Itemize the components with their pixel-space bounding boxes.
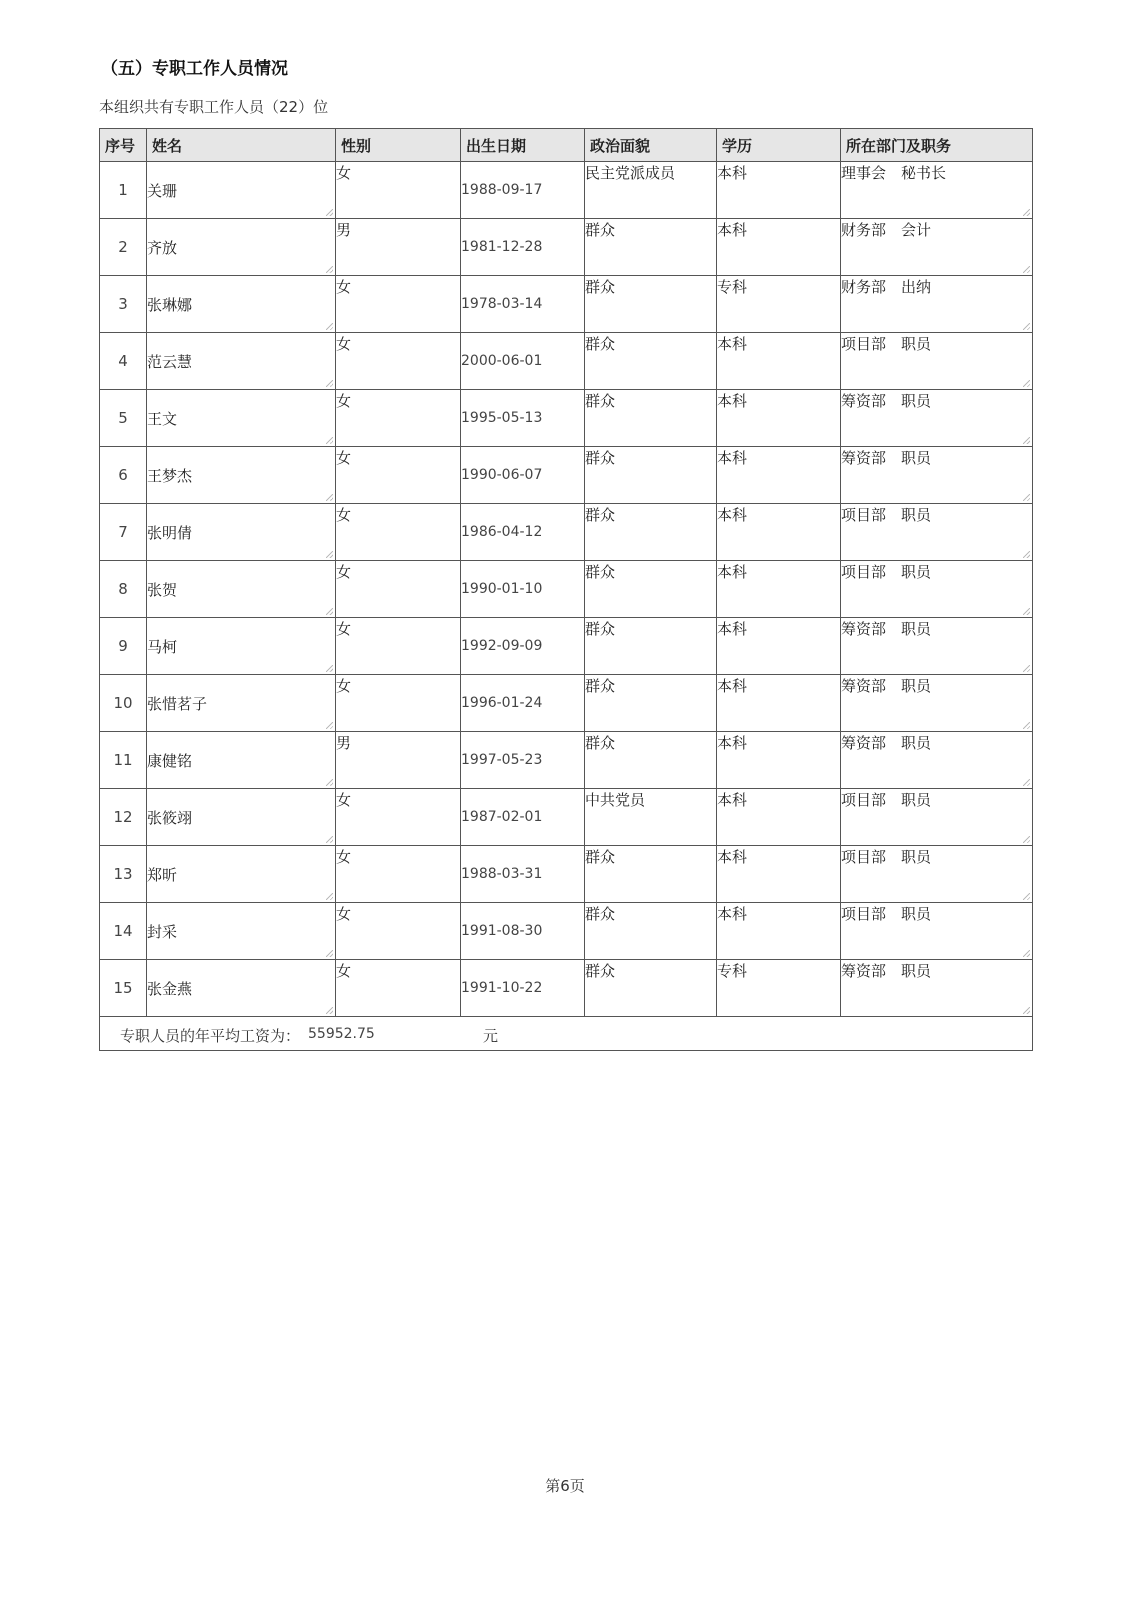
department-position-field[interactable] xyxy=(841,960,1033,1017)
table-row xyxy=(100,390,1033,447)
education-field xyxy=(717,789,841,846)
birth-date-field-text: 1991-10-22 xyxy=(461,980,543,996)
table-row xyxy=(100,276,1033,333)
staff-name-field[interactable] xyxy=(147,903,336,960)
row-number xyxy=(100,504,147,561)
political-status-field xyxy=(585,789,717,846)
department-position-field[interactable] xyxy=(841,903,1033,960)
resize-grip-icon[interactable] xyxy=(326,608,333,615)
row-number-text: 8 xyxy=(118,580,128,598)
education-field xyxy=(717,276,841,333)
staff-name-field[interactable] xyxy=(147,846,336,903)
department-position-field-text: 筹资部 职员 xyxy=(841,392,932,410)
education-field-text: 本科 xyxy=(717,164,748,182)
education-field-text: 本科 xyxy=(717,335,748,353)
resize-grip-icon[interactable] xyxy=(326,380,333,387)
gender-field xyxy=(336,276,461,333)
staff-name-field-text: 张筱翊 xyxy=(147,808,193,827)
department-position-field[interactable] xyxy=(841,789,1033,846)
gender-field xyxy=(336,846,461,903)
staff-name-field[interactable] xyxy=(147,333,336,390)
political-status-field-text: 群众 xyxy=(585,734,616,752)
staff-name-field-text: 郑昕 xyxy=(147,865,178,884)
birth-date-field xyxy=(461,447,585,504)
wage-row xyxy=(100,1017,1033,1051)
political-status-field xyxy=(585,219,717,276)
education-field-text: 本科 xyxy=(717,620,748,638)
political-status-field-text: 群众 xyxy=(585,221,616,239)
political-status-field-text: 群众 xyxy=(585,848,616,866)
department-position-field[interactable] xyxy=(841,561,1033,618)
education-field-text: 本科 xyxy=(717,221,748,239)
staff-table xyxy=(99,128,1033,1051)
gender-field xyxy=(336,447,461,504)
birth-date-field-text: 1995-05-13 xyxy=(461,410,543,426)
education-field-text: 本科 xyxy=(717,506,748,524)
political-status-field xyxy=(585,675,717,732)
education-field-text: 本科 xyxy=(717,791,748,809)
political-status-field-text: 群众 xyxy=(585,506,616,524)
resize-grip-icon[interactable] xyxy=(1023,665,1030,672)
department-position-field-text: 筹资部 职员 xyxy=(841,734,932,752)
department-position-field-text: 筹资部 职员 xyxy=(841,677,932,695)
resize-grip-icon[interactable] xyxy=(1023,380,1030,387)
department-position-field[interactable] xyxy=(841,447,1033,504)
department-position-field[interactable] xyxy=(841,618,1033,675)
resize-grip-icon[interactable] xyxy=(326,779,333,786)
gender-field xyxy=(336,675,461,732)
average-wage-value: 55952.75 xyxy=(308,1026,375,1042)
birth-date-field-text: 1988-09-17 xyxy=(461,182,543,198)
staff-name-field[interactable] xyxy=(147,675,336,732)
birth-date-field-text: 1978-03-14 xyxy=(461,296,543,312)
department-position-field[interactable] xyxy=(841,504,1033,561)
birth-date-field xyxy=(461,618,585,675)
education-field xyxy=(717,846,841,903)
education-field xyxy=(717,504,841,561)
birth-date-field xyxy=(461,162,585,219)
row-number-text: 14 xyxy=(113,922,133,940)
gender-field-text: 女 xyxy=(336,563,352,581)
gender-field xyxy=(336,333,461,390)
birth-date-field-text: 1990-06-07 xyxy=(461,467,543,483)
birth-date-field xyxy=(461,675,585,732)
political-status-field-text: 民主党派成员 xyxy=(585,164,676,182)
row-number xyxy=(100,447,147,504)
resize-grip-icon[interactable] xyxy=(1023,551,1030,558)
staff-name-field-text: 张明倩 xyxy=(147,523,193,542)
staff-name-field-text: 张贺 xyxy=(147,580,178,599)
education-field xyxy=(717,561,841,618)
department-position-field-text: 项目部 职员 xyxy=(841,335,932,353)
resize-grip-icon[interactable] xyxy=(1023,209,1030,216)
department-position-field-text: 筹资部 职员 xyxy=(841,962,932,980)
education-field-text: 本科 xyxy=(717,848,748,866)
political-status-field xyxy=(585,846,717,903)
row-number-text: 7 xyxy=(118,523,128,541)
table-row xyxy=(100,903,1033,960)
gender-field xyxy=(336,903,461,960)
gender-field xyxy=(336,162,461,219)
table-row xyxy=(100,732,1033,789)
gender-field xyxy=(336,504,461,561)
average-wage-label: 专职人员的年平均工资为： xyxy=(120,1027,301,1045)
political-status-field xyxy=(585,903,717,960)
political-status-field-text: 群众 xyxy=(585,392,616,410)
gender-field-text: 女 xyxy=(336,905,352,923)
education-field xyxy=(717,903,841,960)
education-field xyxy=(717,447,841,504)
staff-name-field[interactable] xyxy=(147,504,336,561)
gender-field-text: 女 xyxy=(336,506,352,524)
birth-date-field xyxy=(461,903,585,960)
row-number-text: 6 xyxy=(118,466,128,484)
department-position-field-text: 理事会 秘书长 xyxy=(841,164,947,182)
department-position-field[interactable] xyxy=(841,675,1033,732)
resize-grip-icon[interactable] xyxy=(326,323,333,330)
gender-field xyxy=(336,561,461,618)
resize-grip-icon[interactable] xyxy=(326,1007,333,1014)
department-position-field[interactable] xyxy=(841,846,1033,903)
political-status-field-text: 群众 xyxy=(585,563,616,581)
table-row xyxy=(100,504,1033,561)
staff-name-field-text: 康健铭 xyxy=(147,751,193,770)
education-field-text: 专科 xyxy=(717,962,748,980)
row-number-text: 1 xyxy=(118,181,128,199)
row-number-text: 5 xyxy=(118,409,128,427)
row-number-text: 15 xyxy=(113,979,133,997)
row-number-text: 2 xyxy=(118,238,128,256)
section-title: （五）专职工作人员情况 xyxy=(101,59,288,79)
average-wage-unit: 元 xyxy=(483,1027,499,1045)
education-field xyxy=(717,390,841,447)
birth-date-field xyxy=(461,789,585,846)
header-department-position: 所在部门及职务 xyxy=(841,129,1033,162)
birth-date-field-text: 1997-05-23 xyxy=(461,752,543,768)
resize-grip-icon[interactable] xyxy=(326,722,333,729)
row-number xyxy=(100,618,147,675)
staff-name-field-text: 张惜茗子 xyxy=(147,694,208,713)
education-field xyxy=(717,618,841,675)
gender-field xyxy=(336,960,461,1017)
table-row xyxy=(100,675,1033,732)
education-field-text: 本科 xyxy=(717,677,748,695)
resize-grip-icon[interactable] xyxy=(326,266,333,273)
row-number xyxy=(100,960,147,1017)
row-number xyxy=(100,333,147,390)
political-status-field xyxy=(585,732,717,789)
table-row xyxy=(100,162,1033,219)
education-field-text: 本科 xyxy=(717,905,748,923)
political-status-field xyxy=(585,390,717,447)
table-row xyxy=(100,960,1033,1017)
staff-name-field[interactable] xyxy=(147,447,336,504)
resize-grip-icon[interactable] xyxy=(326,893,333,900)
political-status-field xyxy=(585,333,717,390)
birth-date-field-text: 1981-12-28 xyxy=(461,239,543,255)
gender-field-text: 女 xyxy=(336,677,352,695)
education-field xyxy=(717,162,841,219)
political-status-field-text: 群众 xyxy=(585,962,616,980)
department-position-field[interactable] xyxy=(841,276,1033,333)
education-field-text: 本科 xyxy=(717,734,748,752)
row-number-text: 12 xyxy=(113,808,133,826)
staff-name-field-text: 关珊 xyxy=(147,181,178,200)
education-field-text: 本科 xyxy=(717,563,748,581)
gender-field xyxy=(336,219,461,276)
resize-grip-icon[interactable] xyxy=(326,209,333,216)
table-row xyxy=(100,333,1033,390)
birth-date-field-text: 1991-08-30 xyxy=(461,923,543,939)
department-position-field-text: 项目部 职员 xyxy=(841,506,932,524)
resize-grip-icon[interactable] xyxy=(1023,893,1030,900)
resize-grip-icon[interactable] xyxy=(326,494,333,501)
header-no: 序号 xyxy=(100,129,147,162)
political-status-field-text: 群众 xyxy=(585,278,616,296)
birth-date-field-text: 1988-03-31 xyxy=(461,866,543,882)
resize-grip-icon[interactable] xyxy=(326,950,333,957)
gender-field xyxy=(336,789,461,846)
row-number-text: 4 xyxy=(118,352,128,370)
department-position-field[interactable] xyxy=(841,162,1033,219)
department-position-field-text: 项目部 职员 xyxy=(841,791,932,809)
birth-date-field-text: 1996-01-24 xyxy=(461,695,543,711)
gender-field-text: 男 xyxy=(336,734,352,752)
birth-date-field-text: 1992-09-09 xyxy=(461,638,543,654)
staff-name-field-text: 马柯 xyxy=(147,637,178,656)
row-number-text: 3 xyxy=(118,295,128,313)
staff-name-field[interactable] xyxy=(147,789,336,846)
page-number: 第6页 xyxy=(545,1477,585,1495)
education-field-text: 专科 xyxy=(717,278,748,296)
table-row xyxy=(100,561,1033,618)
row-number xyxy=(100,276,147,333)
staff-name-field[interactable] xyxy=(147,390,336,447)
resize-grip-icon[interactable] xyxy=(1023,722,1030,729)
table-row xyxy=(100,846,1033,903)
resize-grip-icon[interactable] xyxy=(326,551,333,558)
political-status-field xyxy=(585,561,717,618)
department-position-field-text: 项目部 职员 xyxy=(841,563,932,581)
table-row xyxy=(100,447,1033,504)
header-education: 学历 xyxy=(717,129,841,162)
birth-date-field xyxy=(461,390,585,447)
political-status-field-text: 群众 xyxy=(585,335,616,353)
birth-date-field xyxy=(461,960,585,1017)
row-number xyxy=(100,732,147,789)
department-position-field-text: 财务部 出纳 xyxy=(841,278,932,296)
staff-name-field-text: 范云慧 xyxy=(147,352,193,371)
header-gender: 性别 xyxy=(336,129,461,162)
resize-grip-icon[interactable] xyxy=(326,665,333,672)
resize-grip-icon[interactable] xyxy=(1023,266,1030,273)
gender-field-text: 女 xyxy=(336,335,352,353)
header-political-status: 政治面貌 xyxy=(585,129,717,162)
row-number xyxy=(100,390,147,447)
birth-date-field xyxy=(461,276,585,333)
table-header-row xyxy=(100,129,1033,162)
table-row xyxy=(100,789,1033,846)
resize-grip-icon[interactable] xyxy=(1023,494,1030,501)
row-number xyxy=(100,846,147,903)
staff-name-field[interactable] xyxy=(147,561,336,618)
political-status-field-text: 中共党员 xyxy=(585,791,646,809)
resize-grip-icon[interactable] xyxy=(1023,779,1030,786)
birth-date-field xyxy=(461,504,585,561)
political-status-field xyxy=(585,447,717,504)
resize-grip-icon[interactable] xyxy=(1023,608,1030,615)
birth-date-field xyxy=(461,219,585,276)
department-position-field-text: 筹资部 职员 xyxy=(841,620,932,638)
gender-field xyxy=(336,618,461,675)
education-field-text: 本科 xyxy=(717,449,748,467)
header-name: 姓名 xyxy=(147,129,336,162)
political-status-field xyxy=(585,162,717,219)
row-number-text: 9 xyxy=(118,637,128,655)
political-status-field-text: 群众 xyxy=(585,677,616,695)
staff-name-field-text: 齐放 xyxy=(147,238,178,257)
staff-name-field-text: 张琳娜 xyxy=(147,295,193,314)
row-number-text: 13 xyxy=(113,865,133,883)
gender-field-text: 女 xyxy=(336,449,352,467)
table-row xyxy=(100,618,1033,675)
resize-grip-icon[interactable] xyxy=(1023,323,1030,330)
political-status-field xyxy=(585,960,717,1017)
row-number xyxy=(100,903,147,960)
political-status-field-text: 群众 xyxy=(585,449,616,467)
header-birth-date: 出生日期 xyxy=(461,129,585,162)
department-position-field[interactable] xyxy=(841,390,1033,447)
department-position-field-text: 项目部 职员 xyxy=(841,848,932,866)
table-row xyxy=(100,219,1033,276)
gender-field-text: 女 xyxy=(336,620,352,638)
gender-field-text: 女 xyxy=(336,278,352,296)
department-position-field-text: 项目部 职员 xyxy=(841,905,932,923)
wage-cell xyxy=(100,1017,1033,1051)
row-number xyxy=(100,219,147,276)
education-field xyxy=(717,219,841,276)
political-status-field-text: 群众 xyxy=(585,905,616,923)
staff-name-field-text: 封采 xyxy=(147,922,178,941)
birth-date-field xyxy=(461,561,585,618)
birth-date-field-text: 1986-04-12 xyxy=(461,524,543,540)
birth-date-field-text: 1987-02-01 xyxy=(461,809,543,825)
education-field xyxy=(717,675,841,732)
gender-field-text: 女 xyxy=(336,164,352,182)
staff-name-field[interactable] xyxy=(147,618,336,675)
resize-grip-icon[interactable] xyxy=(326,437,333,444)
political-status-field-text: 群众 xyxy=(585,620,616,638)
gender-field xyxy=(336,732,461,789)
staff-name-field[interactable] xyxy=(147,219,336,276)
gender-field-text: 女 xyxy=(336,392,352,410)
staff-name-field[interactable] xyxy=(147,162,336,219)
resize-grip-icon[interactable] xyxy=(1023,1007,1030,1014)
row-number xyxy=(100,789,147,846)
gender-field-text: 男 xyxy=(336,221,352,239)
birth-date-field xyxy=(461,333,585,390)
gender-field xyxy=(336,390,461,447)
staff-count-summary: 本组织共有专职工作人员（22）位 xyxy=(99,98,329,116)
staff-name-field-text: 张金燕 xyxy=(147,979,193,998)
staff-name-field[interactable] xyxy=(147,732,336,789)
department-position-field[interactable] xyxy=(841,732,1033,789)
birth-date-field xyxy=(461,732,585,789)
education-field xyxy=(717,732,841,789)
education-field-text: 本科 xyxy=(717,392,748,410)
staff-name-field[interactable] xyxy=(147,276,336,333)
gender-field-text: 女 xyxy=(336,962,352,980)
staff-name-field[interactable] xyxy=(147,960,336,1017)
row-number xyxy=(100,162,147,219)
political-status-field xyxy=(585,618,717,675)
resize-grip-icon[interactable] xyxy=(1023,836,1030,843)
department-position-field[interactable] xyxy=(841,219,1033,276)
education-field xyxy=(717,960,841,1017)
gender-field-text: 女 xyxy=(336,848,352,866)
birth-date-field xyxy=(461,846,585,903)
birth-date-field-text: 2000-06-01 xyxy=(461,353,543,369)
political-status-field xyxy=(585,276,717,333)
education-field xyxy=(717,333,841,390)
birth-date-field-text: 1990-01-10 xyxy=(461,581,543,597)
row-number xyxy=(100,561,147,618)
resize-grip-icon[interactable] xyxy=(1023,437,1030,444)
resize-grip-icon[interactable] xyxy=(1023,950,1030,957)
political-status-field xyxy=(585,504,717,561)
department-position-field-text: 筹资部 职员 xyxy=(841,449,932,467)
staff-name-field-text: 王文 xyxy=(147,409,178,428)
gender-field-text: 女 xyxy=(336,791,352,809)
row-number xyxy=(100,675,147,732)
staff-name-field-text: 王梦杰 xyxy=(147,466,193,485)
row-number-text: 11 xyxy=(113,751,133,769)
department-position-field-text: 财务部 会计 xyxy=(841,221,932,239)
department-position-field[interactable] xyxy=(841,333,1033,390)
resize-grip-icon[interactable] xyxy=(326,836,333,843)
row-number-text: 10 xyxy=(113,694,133,712)
